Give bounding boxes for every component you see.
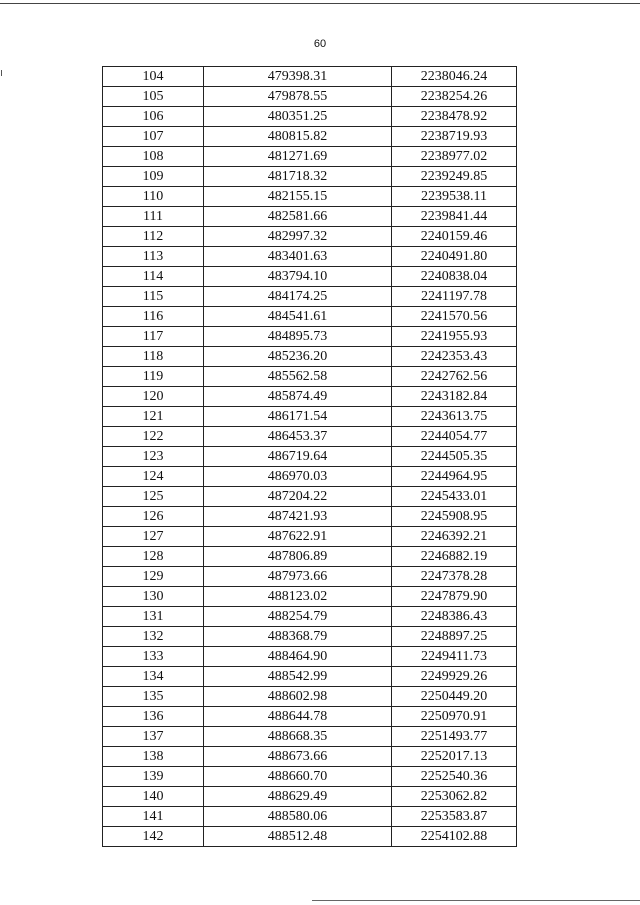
point-number-cell: 107: [103, 127, 204, 147]
x-coordinate-cell: 484895.73: [204, 327, 392, 347]
page-number: 60: [313, 38, 327, 50]
x-coordinate-cell: 483794.10: [204, 267, 392, 287]
y-coordinate-cell: 2238719.93: [392, 127, 517, 147]
y-coordinate-cell: 2242353.43: [392, 347, 517, 367]
y-coordinate-cell: 2244964.95: [392, 467, 517, 487]
point-number-cell: 127: [103, 527, 204, 547]
point-number-cell: 140: [103, 787, 204, 807]
point-number-cell: 121: [103, 407, 204, 427]
point-number-cell: 105: [103, 87, 204, 107]
y-coordinate-cell: 2245908.95: [392, 507, 517, 527]
x-coordinate-cell: 482997.32: [204, 227, 392, 247]
table-row: [103, 407, 517, 427]
point-number-cell: 119: [103, 367, 204, 387]
y-coordinate-cell: 2245433.01: [392, 487, 517, 507]
point-number-cell: 122: [103, 427, 204, 447]
point-number-cell: 111: [103, 207, 204, 227]
table-row: [103, 327, 517, 347]
x-coordinate-cell: 488580.06: [204, 807, 392, 827]
table-row: [103, 367, 517, 387]
table-row: [103, 107, 517, 127]
point-number-cell: 117: [103, 327, 204, 347]
point-number-cell: 120: [103, 387, 204, 407]
table-row: [103, 447, 517, 467]
point-number-cell: 110: [103, 187, 204, 207]
y-coordinate-cell: 2244505.35: [392, 447, 517, 467]
x-coordinate-cell: 480815.82: [204, 127, 392, 147]
table-row: [103, 207, 517, 227]
table-row: [103, 267, 517, 287]
x-coordinate-cell: 488602.98: [204, 687, 392, 707]
x-coordinate-cell: 485562.58: [204, 367, 392, 387]
y-coordinate-cell: 2252540.36: [392, 767, 517, 787]
x-coordinate-cell: 488629.49: [204, 787, 392, 807]
x-coordinate-cell: 482581.66: [204, 207, 392, 227]
y-coordinate-cell: 2253062.82: [392, 787, 517, 807]
table-row: [103, 567, 517, 587]
y-coordinate-cell: 2243613.75: [392, 407, 517, 427]
x-coordinate-cell: 486453.37: [204, 427, 392, 447]
coordinates-table: [102, 66, 517, 847]
point-number-cell: 115: [103, 287, 204, 307]
y-coordinate-cell: 2239538.11: [392, 187, 517, 207]
x-coordinate-cell: 488644.78: [204, 707, 392, 727]
y-coordinate-cell: 2241197.78: [392, 287, 517, 307]
table-row: [103, 547, 517, 567]
y-coordinate-cell: 2252017.13: [392, 747, 517, 767]
x-coordinate-cell: 484541.61: [204, 307, 392, 327]
point-number-cell: 116: [103, 307, 204, 327]
x-coordinate-cell: 488668.35: [204, 727, 392, 747]
point-number-cell: 113: [103, 247, 204, 267]
table-row: [103, 67, 517, 87]
x-coordinate-cell: 488660.70: [204, 767, 392, 787]
table-row: [103, 467, 517, 487]
point-number-cell: 137: [103, 727, 204, 747]
table-row: [103, 747, 517, 767]
x-coordinate-cell: 480351.25: [204, 107, 392, 127]
table-row: [103, 127, 517, 147]
point-number-cell: 109: [103, 167, 204, 187]
y-coordinate-cell: 2248897.25: [392, 627, 517, 647]
y-coordinate-cell: 2238254.26: [392, 87, 517, 107]
y-coordinate-cell: 2240491.80: [392, 247, 517, 267]
point-number-cell: 126: [103, 507, 204, 527]
y-coordinate-cell: 2240159.46: [392, 227, 517, 247]
x-coordinate-cell: 485874.49: [204, 387, 392, 407]
x-coordinate-cell: 486970.03: [204, 467, 392, 487]
point-number-cell: 142: [103, 827, 204, 847]
point-number-cell: 106: [103, 107, 204, 127]
coordinates-table-body: [103, 67, 517, 847]
x-coordinate-cell: 485236.20: [204, 347, 392, 367]
y-coordinate-cell: 2253583.87: [392, 807, 517, 827]
x-coordinate-cell: 488512.48: [204, 827, 392, 847]
x-coordinate-cell: 483401.63: [204, 247, 392, 267]
y-coordinate-cell: 2241955.93: [392, 327, 517, 347]
table-row: [103, 527, 517, 547]
point-number-cell: 134: [103, 667, 204, 687]
point-number-cell: 118: [103, 347, 204, 367]
point-number-cell: 114: [103, 267, 204, 287]
y-coordinate-cell: 2242762.56: [392, 367, 517, 387]
x-coordinate-cell: 487973.66: [204, 567, 392, 587]
point-number-cell: 112: [103, 227, 204, 247]
x-coordinate-cell: 488464.90: [204, 647, 392, 667]
x-coordinate-cell: 486719.64: [204, 447, 392, 467]
y-coordinate-cell: 2250970.91: [392, 707, 517, 727]
y-coordinate-cell: 2239841.44: [392, 207, 517, 227]
y-coordinate-cell: 2248386.43: [392, 607, 517, 627]
point-number-cell: 136: [103, 707, 204, 727]
point-number-cell: 141: [103, 807, 204, 827]
y-coordinate-cell: 2241570.56: [392, 307, 517, 327]
table-row: [103, 387, 517, 407]
point-number-cell: 108: [103, 147, 204, 167]
x-coordinate-cell: 487806.89: [204, 547, 392, 567]
table-row: [103, 727, 517, 747]
table-row: [103, 147, 517, 167]
point-number-cell: 104: [103, 67, 204, 87]
top-border-rule: [0, 3, 640, 4]
bottom-border-rule: [312, 900, 640, 901]
y-coordinate-cell: 2240838.04: [392, 267, 517, 287]
point-number-cell: 129: [103, 567, 204, 587]
y-coordinate-cell: 2238478.92: [392, 107, 517, 127]
point-number-cell: 128: [103, 547, 204, 567]
y-coordinate-cell: 2254102.88: [392, 827, 517, 847]
y-coordinate-cell: 2249411.73: [392, 647, 517, 667]
point-number-cell: 131: [103, 607, 204, 627]
table-row: [103, 227, 517, 247]
x-coordinate-cell: 484174.25: [204, 287, 392, 307]
table-row: [103, 507, 517, 527]
y-coordinate-cell: 2250449.20: [392, 687, 517, 707]
y-coordinate-cell: 2249929.26: [392, 667, 517, 687]
x-coordinate-cell: 479878.55: [204, 87, 392, 107]
y-coordinate-cell: 2247378.28: [392, 567, 517, 587]
point-number-cell: 138: [103, 747, 204, 767]
point-number-cell: 132: [103, 627, 204, 647]
x-coordinate-cell: 487421.93: [204, 507, 392, 527]
x-coordinate-cell: 488542.99: [204, 667, 392, 687]
table-row: [103, 487, 517, 507]
table-row: [103, 247, 517, 267]
y-coordinate-cell: 2244054.77: [392, 427, 517, 447]
y-coordinate-cell: 2238046.24: [392, 67, 517, 87]
y-coordinate-cell: 2246882.19: [392, 547, 517, 567]
x-coordinate-cell: 482155.15: [204, 187, 392, 207]
table-row: [103, 687, 517, 707]
table-row: [103, 667, 517, 687]
point-number-cell: 125: [103, 487, 204, 507]
table-row: [103, 787, 517, 807]
table-row: [103, 587, 517, 607]
point-number-cell: 123: [103, 447, 204, 467]
x-coordinate-cell: 487622.91: [204, 527, 392, 547]
x-coordinate-cell: 488123.02: [204, 587, 392, 607]
x-coordinate-cell: 488368.79: [204, 627, 392, 647]
table-row: [103, 767, 517, 787]
margin-mark: [1, 70, 2, 76]
x-coordinate-cell: 487204.22: [204, 487, 392, 507]
point-number-cell: 124: [103, 467, 204, 487]
point-number-cell: 130: [103, 587, 204, 607]
y-coordinate-cell: 2243182.84: [392, 387, 517, 407]
table-row: [103, 627, 517, 647]
table-row: [103, 167, 517, 187]
point-number-cell: 135: [103, 687, 204, 707]
table-row: [103, 347, 517, 367]
table-row: [103, 187, 517, 207]
x-coordinate-cell: 488254.79: [204, 607, 392, 627]
table-row: [103, 827, 517, 847]
table-row: [103, 287, 517, 307]
table-row: [103, 427, 517, 447]
y-coordinate-cell: 2238977.02: [392, 147, 517, 167]
table-row: [103, 807, 517, 827]
y-coordinate-cell: 2247879.90: [392, 587, 517, 607]
x-coordinate-cell: 481718.32: [204, 167, 392, 187]
table-row: [103, 607, 517, 627]
point-number-cell: 133: [103, 647, 204, 667]
x-coordinate-cell: 479398.31: [204, 67, 392, 87]
table-row: [103, 87, 517, 107]
y-coordinate-cell: 2246392.21: [392, 527, 517, 547]
point-number-cell: 139: [103, 767, 204, 787]
x-coordinate-cell: 488673.66: [204, 747, 392, 767]
x-coordinate-cell: 481271.69: [204, 147, 392, 167]
table-row: [103, 307, 517, 327]
y-coordinate-cell: 2251493.77: [392, 727, 517, 747]
table-row: [103, 647, 517, 667]
table-row: [103, 707, 517, 727]
x-coordinate-cell: 486171.54: [204, 407, 392, 427]
y-coordinate-cell: 2239249.85: [392, 167, 517, 187]
